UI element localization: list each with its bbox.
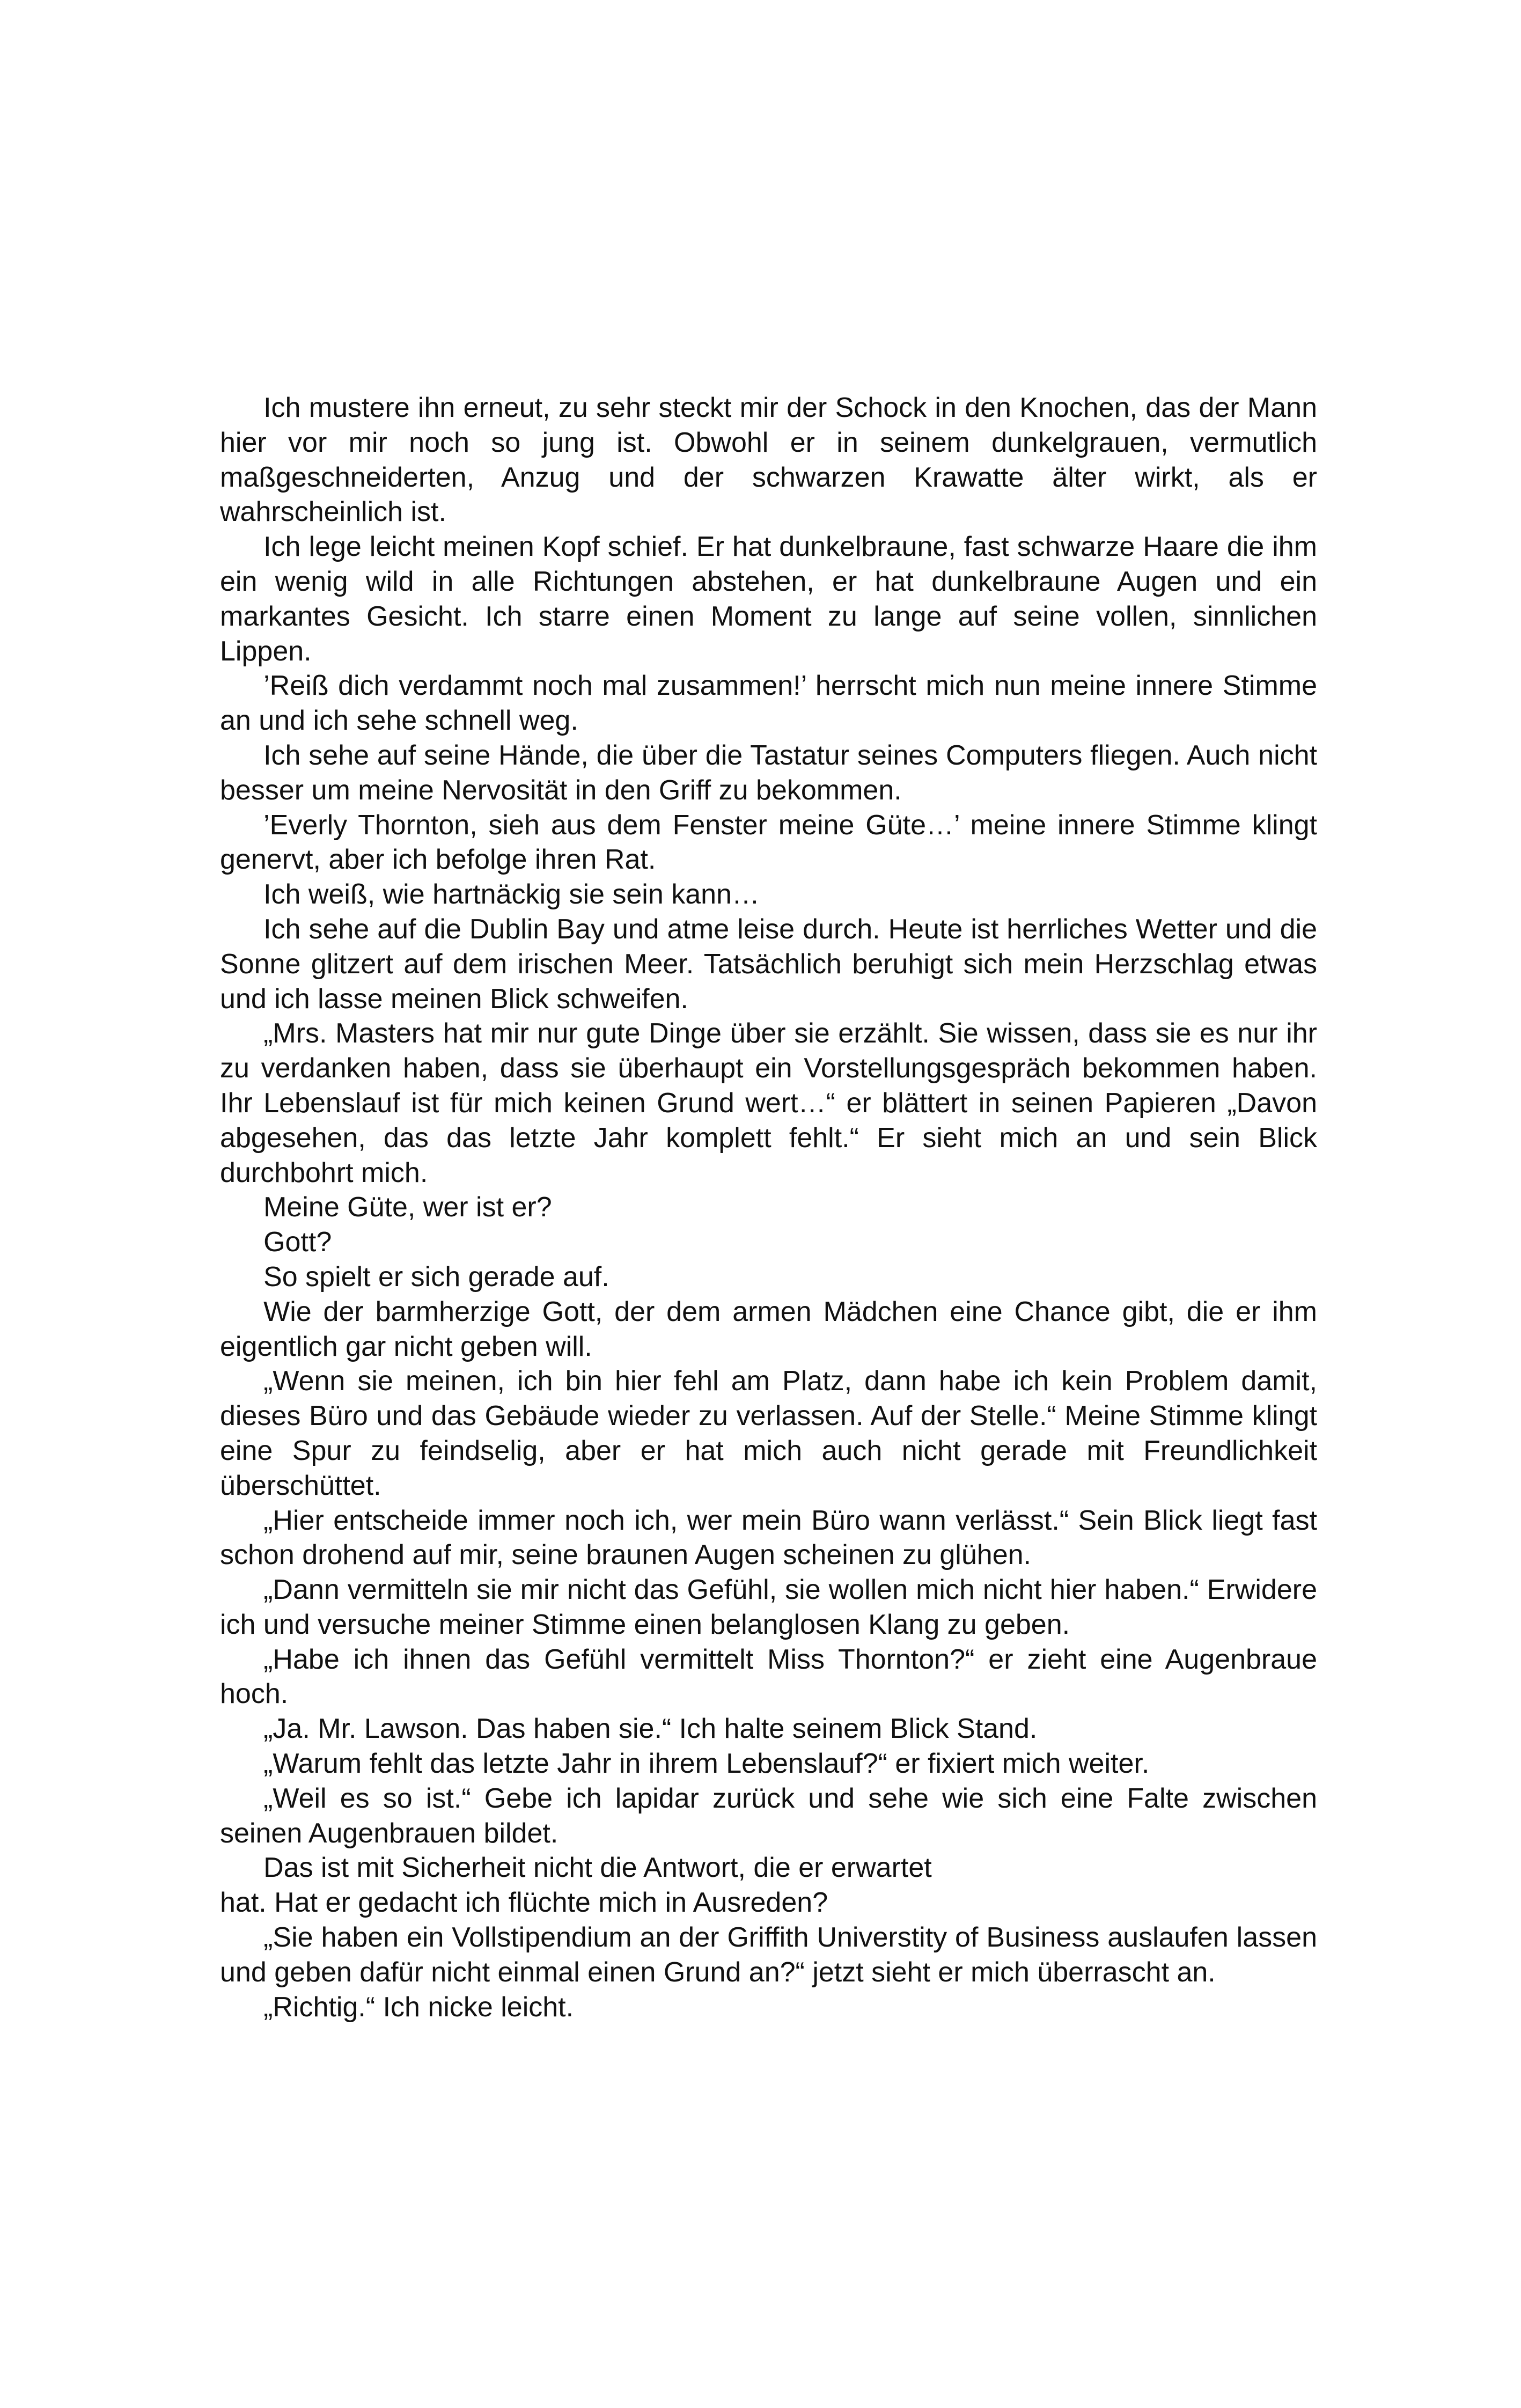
paragraph: „Wenn sie meinen, ich bin hier fehl am Platz, dann habe ich kein Problem damit, dieses Büro und das Gebäude wieder zu verlassen. Auf der Stelle.“ Meine Stimme klingt eine Spur zu feindselig, aber er hat mich auch nicht gerade mit Freundlichkeit überschüttet.	[220, 1365, 1317, 1501]
paragraph: „Warum fehlt das letzte Jahr in ihrem Lebenslauf?“ er fixiert mich weiter.	[263, 1748, 1150, 1780]
paragraph: „Weil es so ist.“ Gebe ich lapidar zurück und sehe wie sich eine Falte zwischen seinen Augenbrauen bildet.	[220, 1782, 1317, 1849]
paragraph: So spielt er sich gerade auf.	[263, 1261, 609, 1293]
paragraph: ’Everly Thornton, sieh aus dem Fenster meine Güte…’ meine innere Stimme klingt genervt, aber ich befolge ihren Rat.	[220, 809, 1317, 876]
paragraph: Gott?	[263, 1227, 332, 1258]
paragraph: ’Reiß dich verdammt noch mal zusammen!’ herrscht mich nun meine innere Stimme an und ich sehe schnell weg.	[220, 670, 1317, 737]
paragraph: Ich sehe auf seine Hände, die über die Tastatur seines Computers fliegen. Auch nicht besser um meine Nervosität in den Griff zu bekommen.	[220, 739, 1317, 806]
paragraph: Ich mustere ihn erneut, zu sehr steckt mir der Schock in den Knochen, das der Mann hier vor mir noch so jung ist. Obwohl er in seinem dunkelgrauen, vermutlich maßgeschneiderten, Anzug und der schwarzen Krawatte älter wirkt, als er wahrscheinlich ist.	[220, 392, 1317, 528]
paragraph: Wie der barmherzige Gott, der dem armen Mädchen eine Chance gibt, die er ihm eigentlich gar nicht geben will.	[220, 1296, 1317, 1362]
paragraph: „Mrs. Masters hat mir nur gute Dinge über sie erzählt. Sie wissen, dass sie es nur ihr zu verdanken haben, dass sie überhaupt ein Vorstellungsgespräch bekommen haben. Ihr Lebenslauf ist für mich keinen Grund wert…“ er blättert in seinen Papieren „Davon abgesehen, das das letzte Jahr komplett fehlt.“ Er sieht mich an und sein Blick durchbohrt mich.	[220, 1018, 1317, 1188]
paragraph: „Ja. Mr. Lawson. Das haben sie.“ Ich halte seinem Blick Stand.	[263, 1713, 1038, 1745]
paragraph: Meine Güte, wer ist er?	[263, 1192, 552, 1223]
paragraph: Ich weiß, wie hartnäckig sie sein kann…	[263, 879, 760, 911]
paragraph: „Habe ich ihnen das Gefühl vermittelt Miss Thornton?“ er zieht eine Augenbraue hoch.	[220, 1643, 1317, 1710]
paragraph: hat. Hat er gedacht ich flüchte mich in Ausreden?	[220, 1887, 828, 1919]
paragraph: Ich lege leicht meinen Kopf schief. Er hat dunkelbraune, fast schwarze Haare die ihm ein wenig wild in alle Richtungen abstehen, er hat dunkelbraune Augen und ein markantes Gesicht. Ich starre einen Moment zu lange auf seine vollen, sinnlichen Lippen.	[220, 531, 1317, 667]
paragraph: „Dann vermitteln sie mir nicht das Gefühl, sie wollen mich nicht hier haben.“ Erwidere ich und versuche meiner Stimme einen belanglosen Klang zu geben.	[220, 1574, 1317, 1640]
paragraph: Ich sehe auf die Dublin Bay und atme leise durch. Heute ist herrliches Wetter und die Sonne glitzert auf dem irischen Meer. Tatsächlich beruhigt sich mein Herzschlag etwas und ich lasse meinen Blick schweifen.	[220, 913, 1317, 1015]
paragraph: „Sie haben ein Vollstipendium an der Griffith Universtity of Business auslaufen lassen und geben dafür nicht einmal einen Grund an?“ jetzt sieht er mich überrascht an.	[220, 1922, 1317, 1988]
body-text	[220, 391, 1317, 2024]
paragraph: „Hier entscheide immer noch ich, wer mein Büro wann verlässt.“ Sein Blick liegt fast schon drohend auf mir, seine braunen Augen scheinen zu glühen.	[220, 1504, 1317, 1571]
paragraph: Das ist mit Sicherheit nicht die Antwort, die er erwartet	[263, 1852, 932, 1884]
paragraph: „Richtig.“ Ich nicke leicht.	[263, 1991, 574, 2023]
